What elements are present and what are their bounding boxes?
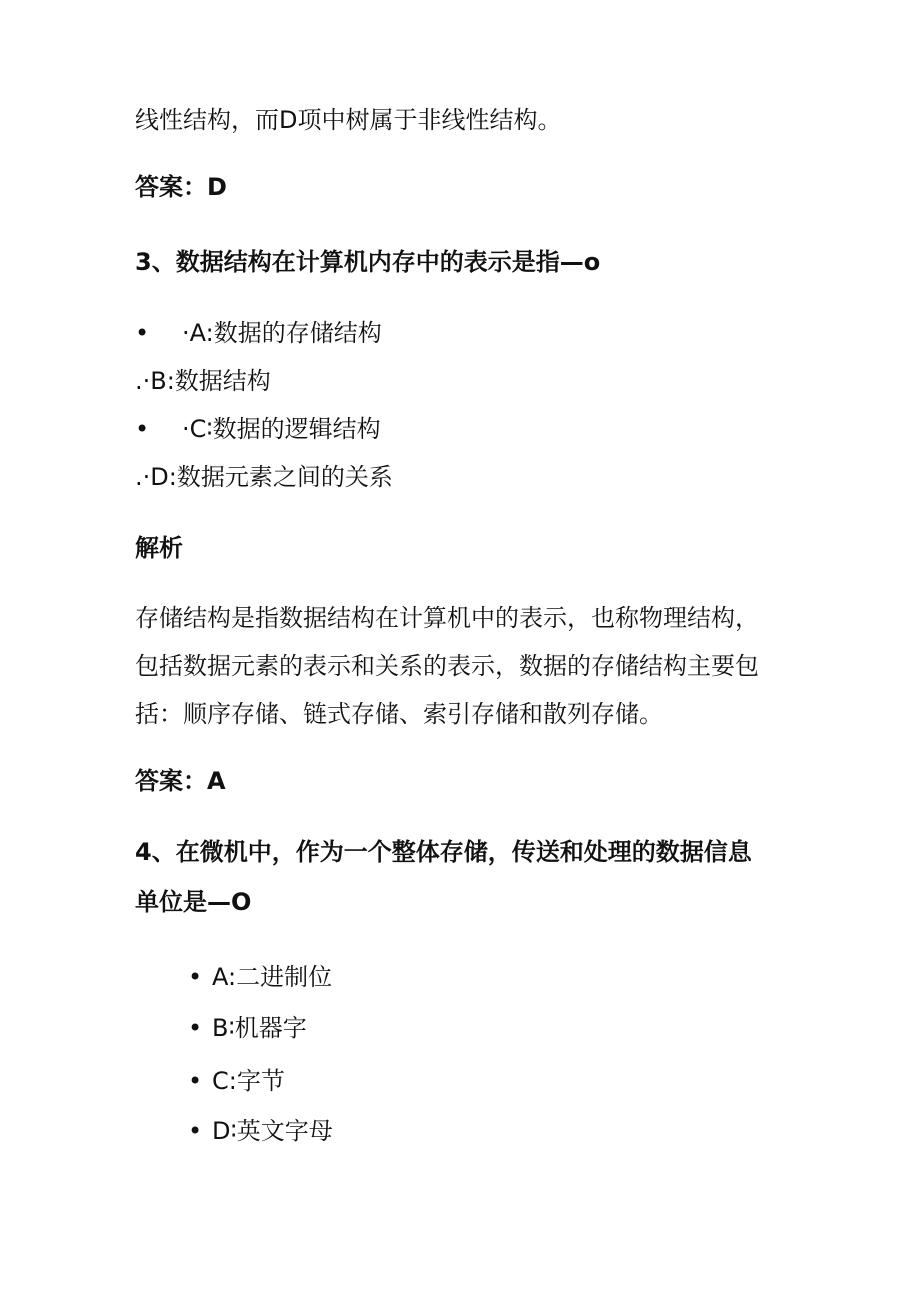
bullet-icon: •	[188, 963, 203, 991]
option-b: .·B:数据结构	[135, 367, 271, 395]
bullet-icon: •	[135, 319, 150, 347]
analysis-line: 包括数据元素的表示和关系的表示，数据的存储结构主要包	[135, 652, 759, 680]
bullet-icon: •	[188, 1117, 203, 1145]
option-b: B∶机器字	[212, 1014, 307, 1042]
bullet-icon: •	[135, 415, 150, 443]
intro-text: 线性结构，而D项中树属于非线性结构。	[135, 106, 562, 134]
analysis-line: 存储结构是指数据结构在计算机中的表示，也称物理结构，	[135, 604, 759, 632]
option-c: C:字节	[212, 1067, 285, 1095]
question-4-title-cont: 单位是—O	[135, 888, 252, 916]
question-3-title: 3、数据结构在计算机内存中的表示是指—o	[135, 248, 601, 276]
bullet-icon: •	[188, 1014, 203, 1042]
option-d: .·D:数据元素之间的关系	[135, 463, 393, 491]
bullet-icon: •	[188, 1067, 203, 1095]
option-a: ·A:数据的存储结构	[182, 319, 382, 347]
question-4-title: 4、在微机中，作为一个整体存储，传送和处理的数据信息	[135, 838, 752, 866]
option-d: D∶英文字母	[212, 1117, 333, 1145]
option-a: A:二进制位	[212, 963, 333, 991]
option-c: ·C∶数据的逻辑结构	[182, 415, 381, 443]
answer-q2: 答案：D	[135, 173, 227, 201]
analysis-heading: 解析	[135, 534, 183, 562]
analysis-line: 括：顺序存储、链式存储、索引存储和散列存储。	[135, 700, 663, 728]
answer-q3: 答案：A	[135, 767, 226, 795]
